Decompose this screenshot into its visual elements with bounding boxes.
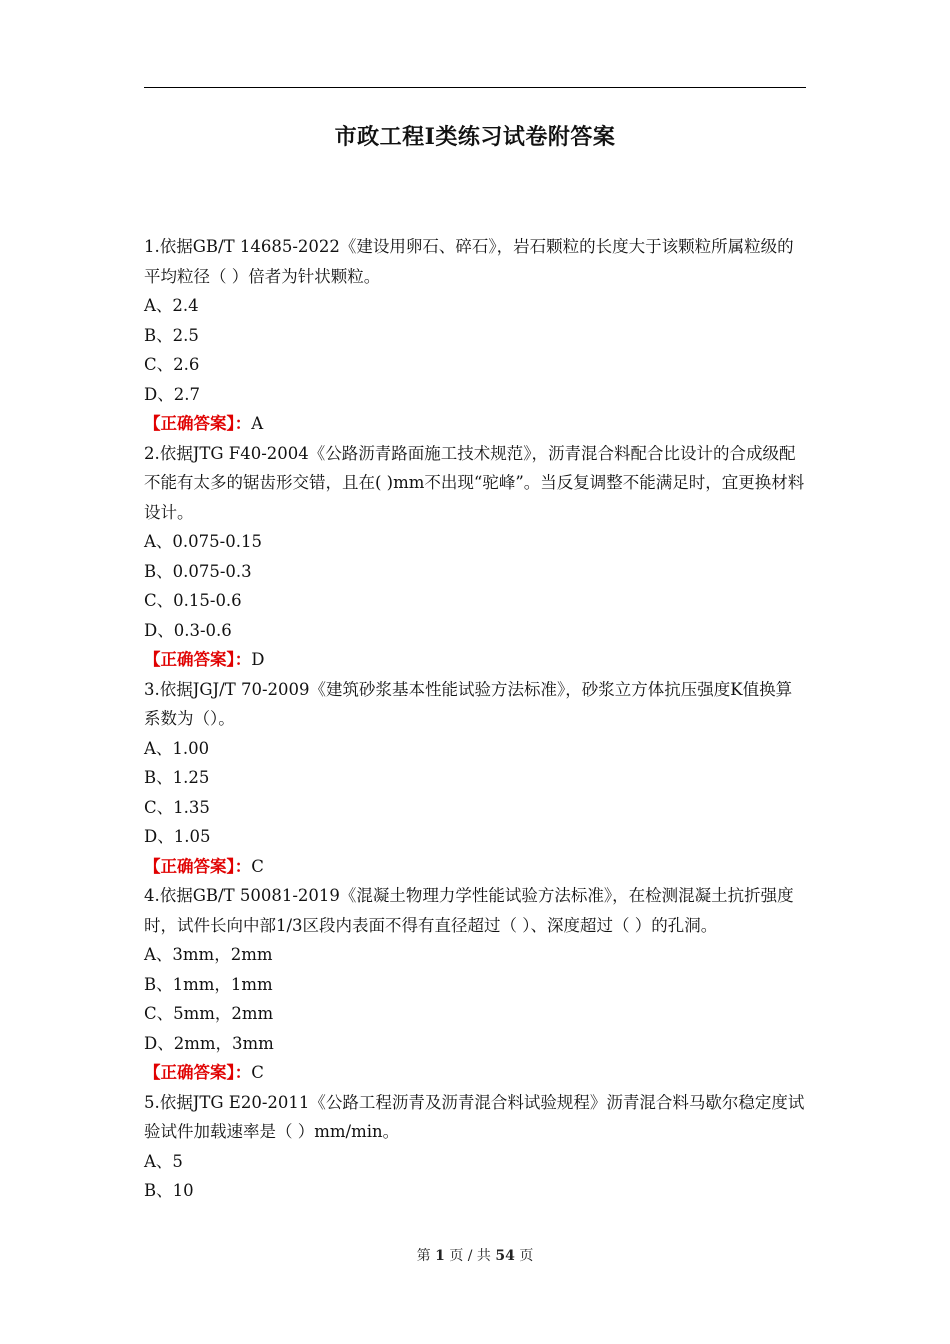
option-a: A、3mm，2mm bbox=[144, 945, 273, 964]
answer-label: 【正确答案】： bbox=[144, 1063, 252, 1082]
question-1 bbox=[144, 232, 806, 439]
question-4 bbox=[144, 881, 806, 1088]
correct-answer bbox=[144, 645, 806, 675]
document-title: 市政工程Ⅰ类练习试卷附答案 bbox=[334, 124, 616, 150]
question-stem: 3.依据JGJ/T 70-2009《建筑砂浆基本性能试验方法标准》，砂浆立方体抗压强度K值换算系数为（）。 bbox=[144, 679, 793, 728]
question-stem: 4.依据GB/T 50081-2019《混凝土物理力学性能试验方法标准》，在检测混凝土抗折强度时，试件长向中部1/3区段内表面不得有直径超过（ ）、深度超过（ ）的孔洞。 bbox=[144, 886, 794, 935]
option-b: B、1.25 bbox=[144, 768, 210, 787]
answer-value: C bbox=[251, 1063, 264, 1082]
option-a: A、1.00 bbox=[144, 738, 210, 758]
option-c: C、2.6 bbox=[144, 355, 200, 374]
footer-suffix: 页 bbox=[519, 1248, 534, 1264]
question-5 bbox=[144, 1088, 806, 1206]
option-d: D、2mm，3mm bbox=[144, 1033, 274, 1053]
question-list bbox=[144, 232, 806, 1206]
question-stem: 5.依据JTG E20-2011《公路工程沥青及沥青混合料试验规程》沥青混合料马歇尔稳定度试验试件加载速率是（ ）mm/min。 bbox=[144, 1092, 805, 1141]
header-rule bbox=[144, 87, 806, 88]
answer-value: C bbox=[251, 856, 264, 876]
total-page-count: 54 bbox=[495, 1248, 515, 1264]
answer-label: 【正确答案】： bbox=[144, 856, 252, 876]
option-d: D、0.3-0.6 bbox=[144, 620, 232, 640]
correct-answer bbox=[144, 1058, 806, 1088]
current-page-number: 1 bbox=[435, 1248, 445, 1264]
question-3 bbox=[144, 675, 806, 882]
answer-label: 【正确答案】： bbox=[144, 650, 252, 669]
question-stem: 1.依据GB/T 14685-2022《建设用卵石、碎石》，岩石颗粒的长度大于该颗粒所属粒级的平均粒径（ ）倍者为针状颗粒。 bbox=[144, 237, 794, 286]
option-c: C、5mm，2mm bbox=[144, 1004, 274, 1023]
option-b: B、10 bbox=[144, 1181, 194, 1200]
answer-label: 【正确答案】： bbox=[144, 414, 252, 433]
correct-answer bbox=[144, 852, 806, 882]
option-c: C、1.35 bbox=[144, 797, 210, 817]
footer-middle: 页 / 共 bbox=[449, 1248, 491, 1264]
option-c: C、0.15-0.6 bbox=[144, 591, 242, 610]
option-d: D、2.7 bbox=[144, 384, 200, 404]
option-b: B、1mm，1mm bbox=[144, 974, 273, 994]
correct-answer bbox=[144, 409, 806, 439]
question-stem: 2.依据JTG F40-2004《公路沥青路面施工技术规范》，沥青混合料配合比设计的合成级配不能有太多的锯齿形交错，且在( )mm不出现“驼峰”。当反复调整不能满足时，宜更换材料设计。 bbox=[144, 443, 805, 522]
question-2 bbox=[144, 439, 806, 675]
footer-prefix: 第 bbox=[416, 1248, 431, 1264]
answer-value: D bbox=[251, 650, 265, 669]
option-a: A、0.075-0.15 bbox=[144, 532, 262, 551]
option-a: A、5 bbox=[144, 1151, 183, 1171]
option-b: B、0.075-0.3 bbox=[144, 561, 252, 581]
answer-value: A bbox=[251, 414, 264, 433]
option-a: A、2.4 bbox=[144, 296, 199, 315]
option-d: D、1.05 bbox=[144, 827, 211, 846]
option-b: B、2.5 bbox=[144, 325, 199, 345]
page-footer bbox=[0, 1245, 950, 1265]
